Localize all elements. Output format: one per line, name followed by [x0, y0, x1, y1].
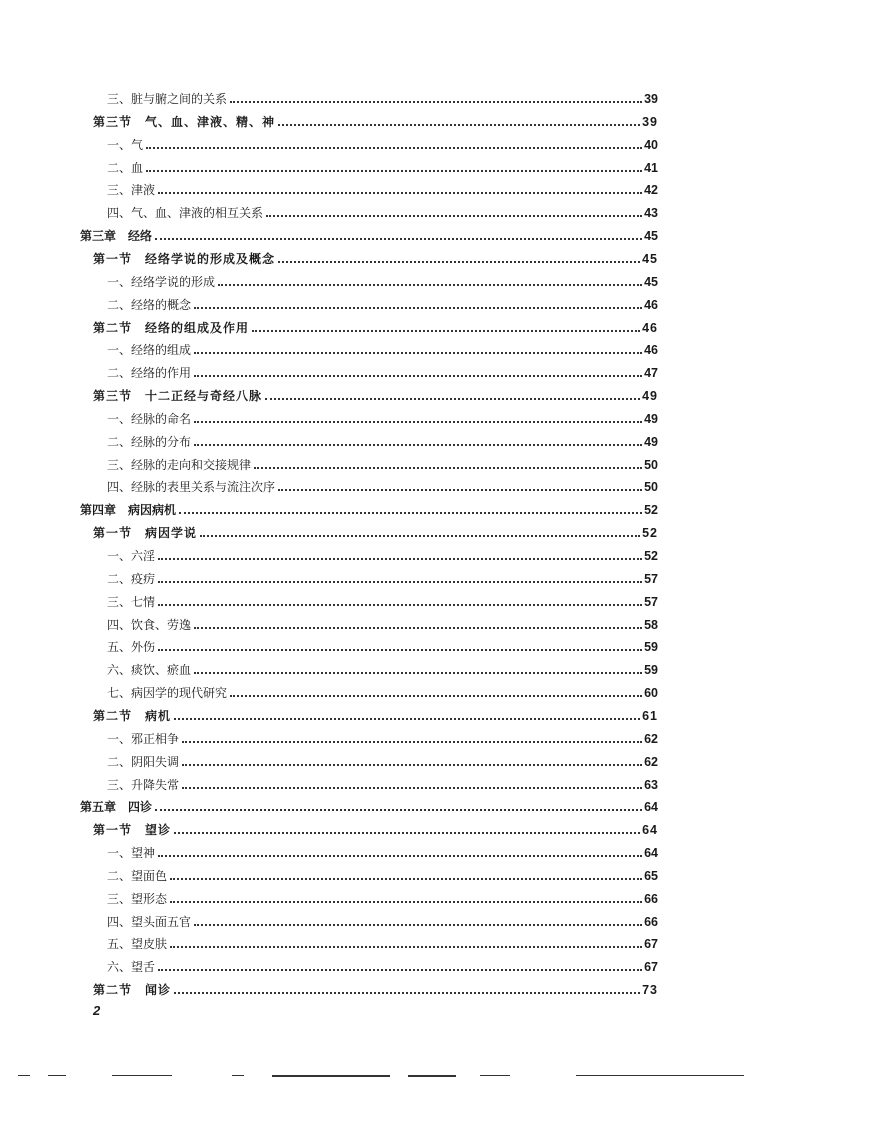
toc-entry-page: 64	[644, 846, 658, 861]
toc-entry-section	[93, 246, 658, 266]
toc-entry-item	[107, 657, 658, 677]
scan-artifact-line	[408, 1075, 456, 1077]
toc-entry-item	[107, 543, 658, 563]
toc-entry-item	[107, 909, 658, 929]
toc-entry-title: 第二节 病机	[93, 708, 172, 723]
toc-entry-title: 第一节 病因学说	[93, 526, 198, 541]
toc-entry-title: 六、望舌	[107, 960, 156, 975]
toc-entry-title: 第五章 四诊	[80, 800, 153, 815]
dot-leader	[170, 901, 642, 903]
toc-entry-page: 64	[642, 823, 658, 838]
toc-entry-item	[107, 954, 658, 974]
toc-entry-item	[107, 292, 658, 312]
toc-entry-title: 四、气、血、津液的相互关系	[107, 206, 264, 221]
dot-leader	[158, 558, 642, 560]
toc-entry-title: 第三节 气、血、津液、精、神	[93, 114, 276, 129]
toc-entry-page: 64	[644, 800, 658, 815]
toc-entry-page: 49	[644, 434, 658, 449]
toc-entry-item	[107, 360, 658, 380]
toc-entry-page: 45	[642, 251, 658, 266]
toc-entry-title: 四、望头面五官	[107, 914, 192, 929]
scan-artifact-line	[576, 1075, 744, 1076]
toc-entry-page: 46	[644, 343, 658, 358]
toc-entry-page: 66	[644, 914, 658, 929]
dot-leader	[170, 946, 642, 948]
toc-entry-item	[107, 931, 658, 951]
toc-entry-page: 52	[644, 503, 658, 518]
toc-entry-page: 57	[644, 594, 658, 609]
toc-entry-page: 58	[644, 617, 658, 632]
toc-entry-title: 三、津液	[107, 183, 156, 198]
dot-leader	[174, 992, 640, 994]
toc-entry-title: 二、阴阳失调	[107, 754, 180, 769]
toc-entry-item	[107, 886, 658, 906]
toc-entry-section	[93, 977, 658, 997]
dot-leader	[182, 787, 642, 789]
toc-entry-item	[107, 155, 658, 175]
toc-entry-page: 52	[642, 526, 658, 541]
toc-entry-page: 66	[644, 891, 658, 906]
toc-entry-page: 39	[644, 92, 658, 106]
toc-entry-page: 57	[644, 571, 658, 586]
dot-leader	[200, 535, 640, 537]
toc-entry-page: 52	[644, 549, 658, 563]
toc-entry-item	[107, 177, 658, 197]
dot-leader	[278, 124, 640, 126]
toc-entry-page: 47	[644, 366, 658, 381]
dot-leader	[194, 627, 642, 629]
toc-entry-section	[93, 315, 658, 335]
toc-entry-page: 62	[644, 754, 658, 769]
toc-entry-item	[107, 200, 658, 220]
toc-entry-title: 五、望皮肤	[107, 937, 168, 952]
toc-entry-page: 41	[644, 160, 658, 175]
toc-entry-title: 二、经脉的分布	[107, 434, 192, 449]
toc-entry-page: 67	[644, 937, 658, 952]
dot-leader	[230, 695, 642, 697]
toc-entry-item	[107, 726, 658, 746]
toc-entry-title: 一、经络的组成	[107, 343, 192, 358]
toc-entry-title: 一、六淫	[107, 549, 156, 563]
toc-entry-title: 五、外伤	[107, 640, 156, 655]
toc-entry-page: 40	[644, 137, 658, 152]
toc-entry-page: 46	[644, 297, 658, 312]
toc-entry-item	[107, 132, 658, 152]
toc-entry-title: 第三节 十二正经与奇经八脉	[93, 389, 263, 404]
dot-leader	[254, 467, 642, 469]
toc-entry-title: 二、经络的概念	[107, 297, 192, 312]
toc-entry-title: 四、经脉的表里关系与流注次序	[107, 480, 276, 495]
toc-entry-page: 50	[644, 480, 658, 495]
scan-artifact-line	[18, 1075, 30, 1076]
toc-entry-title: 六、痰饮、瘀血	[107, 663, 192, 678]
toc-entry-item	[107, 772, 658, 792]
toc-entry-page: 45	[644, 274, 658, 289]
toc-entry-title: 二、血	[107, 160, 144, 175]
toc-entry-item	[107, 269, 658, 289]
scan-artifact-line	[48, 1075, 66, 1076]
dot-leader	[146, 147, 642, 149]
toc-entry-title: 第二节 闻诊	[93, 983, 172, 998]
dot-leader	[194, 307, 642, 309]
toc-entry-item	[107, 337, 658, 357]
dot-leader	[194, 375, 642, 377]
dot-leader	[170, 878, 642, 880]
dot-leader	[194, 924, 642, 926]
toc-entry-item	[107, 612, 658, 632]
toc-entry-title: 七、病因学的现代研究	[107, 686, 228, 701]
toc-entry-page: 43	[644, 206, 658, 221]
dot-leader	[265, 398, 640, 400]
dot-leader	[194, 672, 642, 674]
toc-entry-title: 第四章 病因病机	[80, 503, 177, 518]
dot-leader	[158, 649, 642, 651]
dot-leader	[158, 581, 642, 583]
dot-leader	[230, 101, 642, 103]
toc-entry-item	[107, 452, 658, 472]
toc-entry-title: 一、经脉的命名	[107, 411, 192, 426]
toc-entry-page: 39	[642, 114, 658, 129]
toc-entry-title: 第二节 经络的组成及作用	[93, 320, 250, 335]
toc-entry-page: 49	[642, 389, 658, 404]
toc-entry-section	[93, 520, 658, 540]
toc-entry-item	[107, 86, 658, 106]
dot-leader	[194, 444, 642, 446]
toc-entry-item	[107, 429, 658, 449]
toc-entry-title: 一、望神	[107, 846, 156, 861]
dot-leader	[174, 718, 640, 720]
dot-leader	[182, 741, 642, 743]
toc-entry-title: 第一节 经络学说的形成及概念	[93, 251, 276, 266]
dot-leader	[218, 284, 642, 286]
toc-entry-page: 50	[644, 457, 658, 472]
dot-leader	[158, 969, 642, 971]
toc-entry-item	[107, 589, 658, 609]
toc-entry-page: 60	[644, 686, 658, 701]
scan-artifact-line	[232, 1075, 244, 1076]
dot-leader	[155, 238, 642, 240]
toc-entry-chapter	[80, 497, 658, 517]
toc-entry-title: 三、经脉的走向和交接规律	[107, 457, 252, 472]
toc-entry-title: 三、七情	[107, 594, 156, 609]
toc-entry-page: 65	[644, 868, 658, 883]
toc-entry-title: 二、经络的作用	[107, 366, 192, 381]
toc-entry-page: 67	[644, 960, 658, 975]
toc-entry-page: 42	[644, 183, 658, 198]
dot-leader	[278, 261, 640, 263]
toc-entry-item	[107, 474, 658, 494]
dot-leader	[278, 489, 642, 491]
toc-entry-title: 一、经络学说的形成	[107, 274, 216, 289]
dot-leader	[179, 512, 642, 514]
toc-entry-page: 61	[642, 708, 658, 723]
dot-leader	[174, 832, 640, 834]
toc-entry-page: 73	[642, 983, 658, 998]
dot-leader	[252, 330, 640, 332]
toc-entry-title: 第一节 望诊	[93, 823, 172, 838]
dot-leader	[158, 192, 642, 194]
toc-entry-chapter	[80, 223, 658, 243]
toc-entry-item	[107, 749, 658, 769]
toc-entry-title: 一、邪正相争	[107, 731, 180, 746]
toc-entry-item	[107, 566, 658, 586]
toc-entry-section	[93, 817, 658, 837]
dot-leader	[155, 809, 642, 811]
toc-entry-page: 59	[644, 663, 658, 678]
toc-entry-page: 46	[642, 320, 658, 335]
toc-entry-item	[107, 680, 658, 700]
toc-entry-page: 45	[644, 229, 658, 244]
toc-entry-title: 二、望面色	[107, 868, 168, 883]
dot-leader	[194, 421, 642, 423]
dot-leader	[194, 352, 642, 354]
dot-leader	[158, 855, 642, 857]
toc-entry-title: 三、望形态	[107, 891, 168, 906]
scan-artifact-line	[112, 1075, 172, 1076]
toc-entry-item	[107, 634, 658, 654]
scan-artifact-line	[272, 1075, 390, 1077]
toc-entry-chapter	[80, 794, 658, 814]
toc-entry-section	[93, 109, 658, 129]
toc-entry-page: 59	[644, 640, 658, 655]
toc-entry-page: 49	[644, 411, 658, 426]
toc-entry-section	[93, 383, 658, 403]
toc-entry-title: 二、疫疠	[107, 571, 156, 586]
dot-leader	[146, 170, 642, 172]
toc-entry-title: 第三章 经络	[80, 229, 153, 244]
toc-entry-title: 四、饮食、劳逸	[107, 617, 192, 632]
dot-leader	[158, 604, 642, 606]
toc-entry-section	[93, 703, 658, 723]
toc-entry-item	[107, 840, 658, 860]
toc-entry-title: 三、脏与腑之间的关系	[107, 92, 228, 106]
toc-entry-page: 63	[644, 777, 658, 792]
dot-leader	[266, 215, 642, 217]
toc-entry-title: 一、气	[107, 137, 144, 152]
toc-entry-title: 三、升降失常	[107, 777, 180, 792]
scan-artifact-line	[480, 1075, 510, 1076]
dot-leader	[182, 764, 642, 766]
page-number: 2	[93, 1003, 101, 1018]
toc-entry-item	[107, 863, 658, 883]
toc-entry-item	[107, 406, 658, 426]
toc-entry-page: 62	[644, 731, 658, 746]
